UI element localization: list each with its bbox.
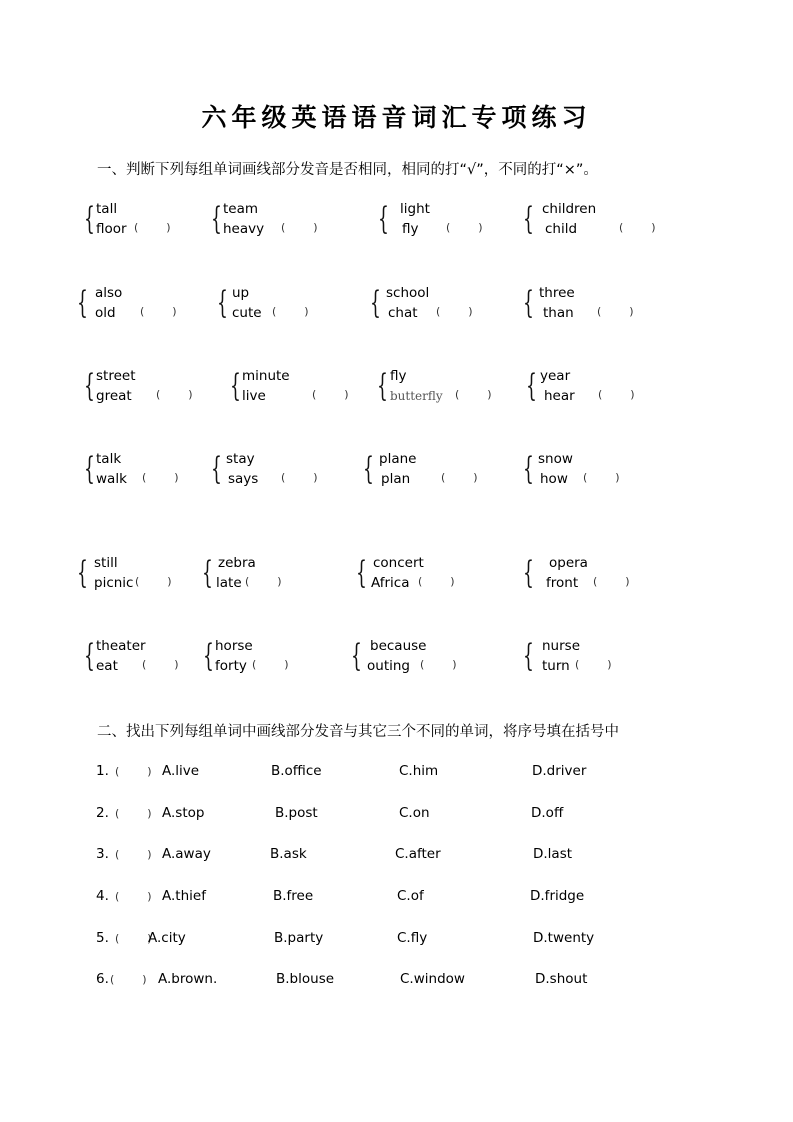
brace-icon: { xyxy=(523,201,534,237)
option-a: A.away xyxy=(162,846,211,862)
word-top: theater xyxy=(96,638,146,654)
word-bottom: floor xyxy=(96,221,127,237)
answer-blank[interactable]: ( ) xyxy=(115,932,152,945)
answer-blank[interactable]: ( ) xyxy=(142,471,179,484)
word-top: minute xyxy=(242,368,290,384)
brace-icon: { xyxy=(84,201,95,237)
answer-blank[interactable]: ( ) xyxy=(142,658,179,671)
option-d: D.fridge xyxy=(530,888,585,904)
word-top: because xyxy=(370,638,427,654)
brace-icon: { xyxy=(378,201,389,237)
question-number: 4. xyxy=(96,888,109,904)
word-bottom: says xyxy=(228,471,259,487)
option-c: C.him xyxy=(399,763,439,779)
brace-icon: { xyxy=(211,201,222,237)
option-b: B.office xyxy=(271,763,322,779)
question-number: 3. xyxy=(96,846,109,862)
answer-blank[interactable]: ( ) xyxy=(441,471,478,484)
word-bottom: Africa xyxy=(371,575,410,591)
word-top: up xyxy=(232,285,250,301)
answer-blank[interactable]: ( ) xyxy=(156,388,193,401)
word-bottom: fly xyxy=(402,221,419,237)
answer-blank[interactable]: ( ) xyxy=(135,575,172,588)
question-number: 5. xyxy=(96,930,109,946)
section2-heading: 二、找出下列每组单词中画线部分发音与其它三个不同的单词，将序号填在括号中 xyxy=(97,724,619,740)
answer-blank[interactable]: ( ) xyxy=(115,890,152,903)
word-top: stay xyxy=(226,451,255,467)
answer-blank[interactable]: ( ) xyxy=(252,658,289,671)
question-number: 1. xyxy=(96,763,109,779)
word-top: year xyxy=(540,368,571,384)
option-c: C.on xyxy=(399,805,430,821)
brace-icon: { xyxy=(202,555,213,591)
word-top: still xyxy=(94,555,118,571)
word-top: nurse xyxy=(542,638,581,654)
word-top: street xyxy=(96,368,136,384)
answer-blank[interactable]: ( ) xyxy=(281,471,318,484)
question-number: 2. xyxy=(96,805,109,821)
page-title: 六年级英语语音词汇专项练习 xyxy=(201,103,592,132)
word-top: school xyxy=(386,285,430,301)
word-bottom: walk xyxy=(96,471,127,487)
option-b: B.party xyxy=(274,930,324,946)
option-a: A.brown. xyxy=(158,971,218,987)
answer-blank[interactable]: ( ) xyxy=(115,765,152,778)
brace-icon: { xyxy=(363,451,374,487)
brace-icon: { xyxy=(523,285,534,321)
option-a: A.live xyxy=(162,763,200,779)
brace-icon: { xyxy=(370,285,381,321)
word-top: opera xyxy=(549,555,588,571)
word-top: zebra xyxy=(218,555,256,571)
brace-icon: { xyxy=(523,555,534,591)
word-bottom: plan xyxy=(381,471,411,487)
word-bottom: than xyxy=(543,305,574,321)
answer-blank[interactable]: ( ) xyxy=(593,575,630,588)
brace-icon: { xyxy=(84,638,95,674)
word-top: team xyxy=(223,201,259,217)
word-bottom: cute xyxy=(232,305,262,321)
answer-blank[interactable]: ( ) xyxy=(115,807,152,820)
brace-icon: { xyxy=(230,368,241,404)
answer-blank[interactable]: ( ) xyxy=(575,658,612,671)
word-bottom: picnic xyxy=(94,575,134,591)
word-top: fly xyxy=(390,368,407,384)
word-top: talk xyxy=(96,451,122,467)
word-top: plane xyxy=(379,451,417,467)
word-bottom: hear xyxy=(544,388,575,404)
answer-blank[interactable]: ( ) xyxy=(598,388,635,401)
brace-icon: { xyxy=(377,368,388,404)
brace-icon: { xyxy=(217,285,228,321)
answer-blank[interactable]: ( ) xyxy=(418,575,455,588)
word-bottom: forty xyxy=(215,658,247,674)
word-bottom: outing xyxy=(367,658,410,674)
brace-icon: { xyxy=(351,638,362,674)
option-d: D.shout xyxy=(535,971,588,987)
option-a: A.city xyxy=(148,930,186,946)
section1-heading: 一、判断下列每组单词画线部分发音是否相同，相同的打“√”，不同的打“×”。 xyxy=(97,162,598,178)
answer-blank[interactable]: ( ) xyxy=(281,221,318,234)
word-top: tall xyxy=(96,201,118,217)
option-c: C.after xyxy=(395,846,441,862)
option-c: C.window xyxy=(400,971,465,987)
word-top: light xyxy=(400,201,430,217)
word-top: concert xyxy=(373,555,424,571)
word-bottom: old xyxy=(95,305,116,321)
option-a: A.stop xyxy=(162,805,205,821)
word-top: three xyxy=(539,285,575,301)
word-bottom: how xyxy=(540,471,568,487)
answer-blank[interactable]: ( ) xyxy=(245,575,282,588)
brace-icon: { xyxy=(523,638,534,674)
brace-icon: { xyxy=(77,285,88,321)
brace-icon: { xyxy=(523,451,534,487)
brace-icon: { xyxy=(211,451,222,487)
option-c: C.fly xyxy=(397,930,428,946)
answer-blank[interactable]: ( ) xyxy=(597,305,634,318)
word-top: children xyxy=(542,201,597,217)
answer-blank[interactable]: ( ) xyxy=(583,471,620,484)
word-bottom: eat xyxy=(96,658,118,674)
answer-blank[interactable]: ( ) xyxy=(619,221,656,234)
word-bottom: turn xyxy=(542,658,570,674)
answer-blank[interactable]: ( ) xyxy=(134,221,171,234)
option-a: A.thief xyxy=(162,888,206,904)
word-top: snow xyxy=(538,451,573,467)
word-bottom: butterfly xyxy=(390,389,443,403)
answer-blank[interactable]: ( ) xyxy=(110,973,147,986)
option-d: D.driver xyxy=(532,763,587,779)
answer-blank[interactable]: ( ) xyxy=(436,305,473,318)
word-top: horse xyxy=(215,638,253,654)
brace-icon: { xyxy=(356,555,367,591)
option-c: C.of xyxy=(397,888,424,904)
answer-blank[interactable]: ( ) xyxy=(455,388,492,401)
word-bottom: front xyxy=(546,575,579,591)
option-b: B.ask xyxy=(270,846,307,862)
brace-icon: { xyxy=(203,638,214,674)
brace-icon: { xyxy=(77,555,88,591)
word-bottom: heavy xyxy=(223,221,265,237)
word-bottom: chat xyxy=(388,305,418,321)
option-b: B.post xyxy=(275,805,318,821)
option-d: D.last xyxy=(533,846,573,862)
word-bottom: great xyxy=(96,388,132,404)
word-bottom: child xyxy=(545,221,578,237)
option-b: B.free xyxy=(273,888,314,904)
word-bottom: live xyxy=(242,388,266,404)
answer-blank[interactable]: ( ) xyxy=(420,658,457,671)
option-b: B.blouse xyxy=(276,971,335,987)
answer-blank[interactable]: ( ) xyxy=(312,388,349,401)
answer-blank[interactable]: ( ) xyxy=(115,848,152,861)
answer-blank[interactable]: ( ) xyxy=(272,305,309,318)
option-d: D.off xyxy=(531,805,564,821)
option-d: D.twenty xyxy=(533,930,595,946)
word-bottom: late xyxy=(216,575,242,591)
question-number: 6. xyxy=(96,971,109,987)
answer-blank[interactable]: ( ) xyxy=(140,305,177,318)
brace-icon: { xyxy=(84,451,95,487)
brace-icon: { xyxy=(526,368,537,404)
brace-icon: { xyxy=(84,368,95,404)
word-top: also xyxy=(95,285,123,301)
answer-blank[interactable]: ( ) xyxy=(446,221,483,234)
